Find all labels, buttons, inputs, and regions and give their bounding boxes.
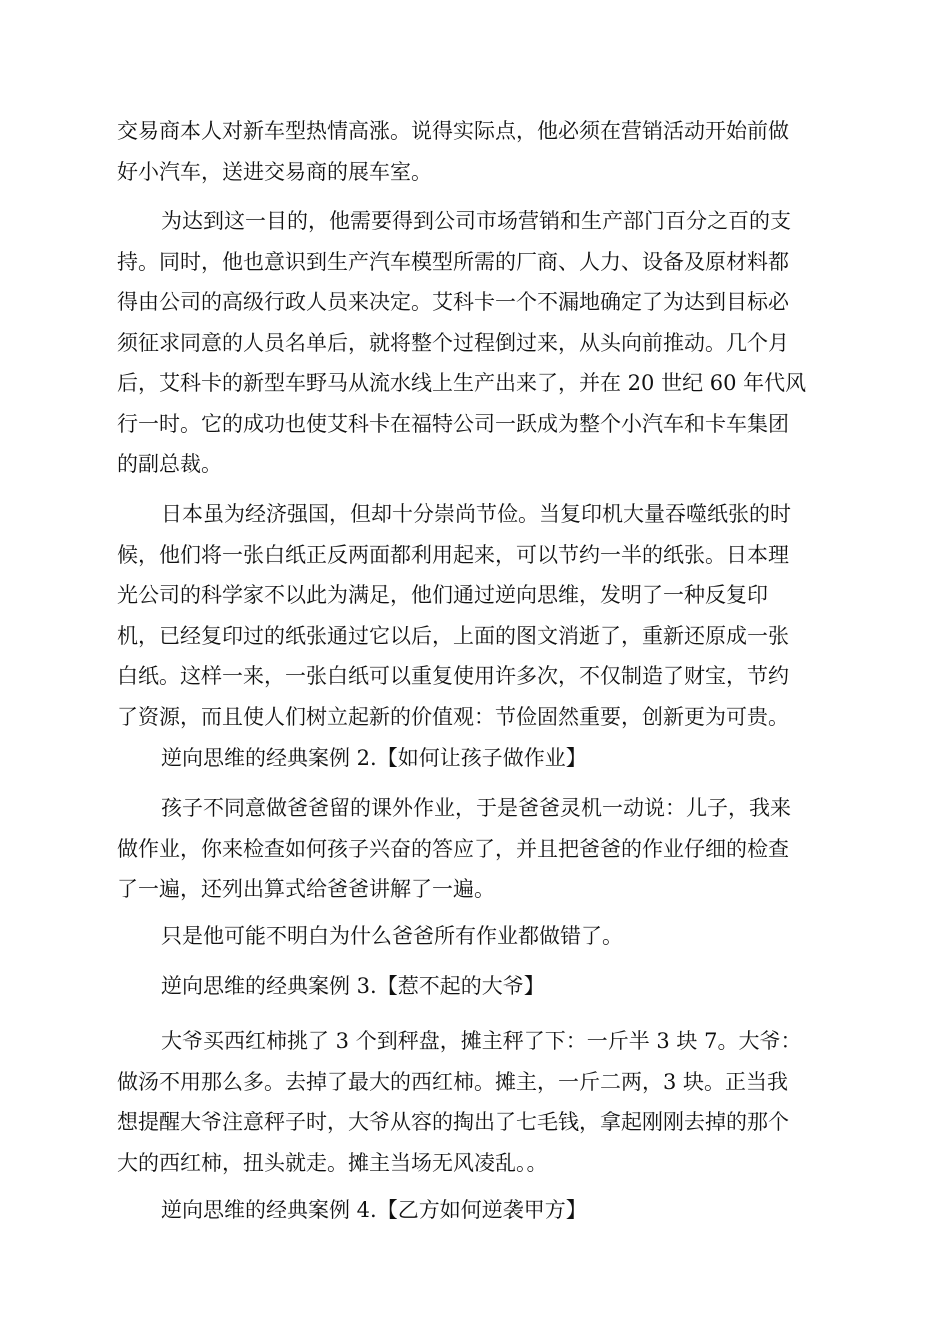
case-heading-4 — [117, 1190, 837, 1231]
case-heading-2 — [117, 738, 837, 779]
text-line: 逆向思维的经典案例 2.【如何让孩子做作业】 — [161, 746, 587, 770]
text-line: 逆向思维的经典案例 4.【乙方如何逆袭甲方】 — [161, 1198, 587, 1222]
paragraph-japan-copier — [117, 494, 837, 737]
text-line: 了一遍，还列出算式给爸爸讲解了一遍。 — [117, 877, 495, 901]
text-line: 须征求同意的人员名单后，就将整个过程倒过来，从头向前推动。几个月 — [117, 330, 789, 355]
text-line: 日本虽为经济强国，但却十分崇尚节俭。当复印机大量吞噬纸张的时 — [161, 502, 791, 526]
text-line: 得由公司的高级行政人员来决定。艾科卡一个不漏地确定了为达到目标必 — [117, 290, 789, 314]
text-line: 好小汽车，送进交易商的展车室。 — [117, 159, 432, 184]
text-line: 交易商本人对新车型热情高涨。说得实际点，他必须在营销活动开始前做 — [117, 119, 789, 143]
text-line: 候，他们将一张白纸正反两面都利用起来，可以节约一半的纸张。日本理 — [117, 542, 789, 567]
text-line: 想提醒大爷注意秤子时，大爷从容的掏出了七毛钱，拿起刚刚去掉的那个 — [117, 1110, 789, 1134]
paragraph-homework-punchline — [117, 916, 837, 957]
text-line: 白纸。这样一来，一张白纸可以重复使用许多次，不仅制造了财宝，节约 — [117, 664, 789, 688]
text-line: 光公司的科学家不以此为满足，他们通过逆向思维，发明了一种反复印 — [117, 583, 768, 607]
paragraph-homework — [117, 788, 837, 910]
text-line: 大的西红柿，扭头就走。摊主当场无风凌乱。。 — [117, 1150, 548, 1175]
paragraph-continuation — [117, 111, 837, 192]
text-line: 为达到这一目的，他需要得到公司市场营销和生产部门百分之百的支 — [161, 209, 791, 233]
text-line: 大爷买西红柿挑了 3 个到秤盘，摊主秤了下：一斤半 3 块 7。大爷： — [161, 1029, 802, 1053]
text-line: 逆向思维的经典案例 3.【惹不起的大爷】 — [161, 974, 545, 998]
text-line: 做作业，你来检查如何孩子兴奋的答应了，并且把爸爸的作业仔细的检查 — [117, 836, 789, 861]
text-line: 行一时。它的成功也使艾科卡在福特公司一跃成为整个小汽车和卡车集团 — [117, 411, 789, 436]
paragraph-iacocca — [117, 201, 837, 485]
text-line: 做汤不用那么多。去掉了最大的西红柿。摊主，一斤二两，3 块。正当我 — [117, 1069, 789, 1094]
text-line: 机，已经复印过的纸张通过它以后，上面的图文消逝了，重新还原成一张 — [117, 623, 789, 648]
text-line: 持。同时，他也意识到生产汽车模型所需的厂商、人力、设备及原材料都 — [117, 249, 789, 274]
text-line: 后，艾科卡的新型车野马从流水线上生产出来了，并在 20 世纪 60 年代风 — [117, 371, 807, 395]
text-line: 了资源，而且使人们树立起新的价值观：节俭固然重要，创新更为可贵。 — [117, 704, 789, 729]
text-line: 的副总裁。 — [117, 452, 222, 476]
text-line: 只是他可能不明白为什么爸爸所有作业都做错了。 — [161, 924, 623, 948]
paragraph-tomatoes — [117, 1021, 837, 1183]
text-line: 孩子不同意做爸爸留的课外作业，于是爸爸灵机一动说：儿子，我来 — [161, 796, 791, 820]
case-heading-3 — [117, 966, 837, 1007]
